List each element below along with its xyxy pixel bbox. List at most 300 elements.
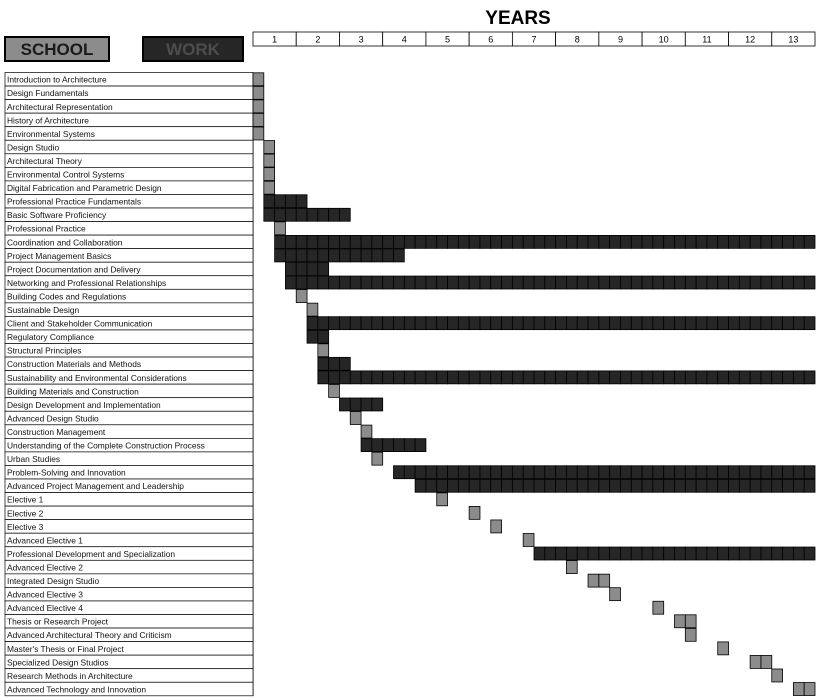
bar-cell	[296, 276, 307, 289]
bar-cell	[750, 547, 761, 560]
bar-cell	[610, 466, 621, 479]
bar-cell	[502, 276, 513, 289]
bar-cell	[264, 141, 275, 154]
bar-cell	[480, 479, 491, 492]
bar-cell	[469, 466, 480, 479]
task-label: Problem-Solving and Innovation	[7, 467, 126, 478]
bar-cell	[620, 479, 631, 492]
bar-cell	[761, 371, 772, 384]
x-tick-label: 1	[272, 34, 278, 45]
bar-cell	[804, 547, 815, 560]
legend-label-work: WORK	[166, 40, 220, 59]
bar-cell	[329, 371, 340, 384]
bar-cell	[772, 547, 783, 560]
task-label: Advanced Architectural Theory and Criticism	[7, 630, 172, 641]
bar-cell	[512, 317, 523, 330]
bar-cell	[610, 588, 621, 601]
bar-cell	[296, 195, 307, 208]
bar-cell	[394, 371, 405, 384]
bar-cell	[350, 249, 361, 262]
year-axis	[253, 32, 815, 46]
bar-cell	[772, 371, 783, 384]
bar-cell	[566, 317, 577, 330]
bar-cell	[696, 235, 707, 248]
x-tick-label: 9	[617, 34, 623, 45]
bar-cell	[383, 249, 394, 262]
bar-cell	[750, 371, 761, 384]
bar-cell	[696, 276, 707, 289]
bar-cell	[566, 479, 577, 492]
bar-cell	[480, 235, 491, 248]
bar-cell	[415, 466, 426, 479]
bar-cell	[761, 547, 772, 560]
bar-cell	[512, 276, 523, 289]
task-label: Advanced Design Studio	[7, 413, 99, 424]
bar-cell	[534, 371, 545, 384]
bar-cell	[296, 208, 307, 221]
bar-cell	[653, 276, 664, 289]
bar-cell	[739, 547, 750, 560]
bar-cell	[318, 330, 329, 343]
bar-cell	[675, 479, 686, 492]
bar-cell	[264, 208, 275, 221]
bar-cell	[275, 235, 286, 248]
bar-school	[523, 534, 534, 547]
bar-cell	[275, 222, 286, 235]
bar-school	[361, 425, 372, 438]
bar-cell	[761, 466, 772, 479]
task-label: Introduction to Architecture	[7, 74, 107, 85]
bar-cell	[275, 208, 286, 221]
bar-cell	[631, 317, 642, 330]
bar-cell	[793, 317, 804, 330]
bar-cell	[469, 506, 480, 519]
bar-cell	[329, 317, 340, 330]
bar-cell	[437, 235, 448, 248]
x-tick-label: 8	[574, 34, 580, 45]
bar-cell	[469, 479, 480, 492]
bar-cell	[718, 235, 729, 248]
task-label: Specialized Design Studios	[7, 657, 109, 668]
task-label: Sustainability and Environmental Considerations	[7, 372, 187, 383]
task-label: Building Codes and Regulations	[7, 291, 127, 302]
bar-cell	[458, 276, 469, 289]
bar-cell	[523, 466, 534, 479]
bar-cell	[750, 479, 761, 492]
bar-school	[275, 222, 286, 235]
bar-cell	[415, 439, 426, 452]
bar-cell	[545, 547, 556, 560]
bar-cell	[696, 317, 707, 330]
bar-cell	[772, 276, 783, 289]
bar-cell	[696, 371, 707, 384]
bar-cell	[729, 371, 740, 384]
bar-cell	[620, 371, 631, 384]
task-label: Understanding of the Complete Construction Process	[7, 440, 205, 451]
bar-cell	[491, 520, 502, 533]
bar-cell	[534, 276, 545, 289]
bar-cell	[383, 317, 394, 330]
bar-work	[361, 439, 426, 452]
bar-cell	[610, 547, 621, 560]
bar-school	[685, 628, 696, 641]
bar-cell	[588, 371, 599, 384]
bar-cell	[437, 317, 448, 330]
bar-cell	[545, 235, 556, 248]
task-label: Professional Development and Specialization	[7, 548, 176, 559]
bar-cell	[318, 263, 329, 276]
bar-work	[339, 398, 382, 411]
bar-cell	[361, 249, 372, 262]
bar-cell	[707, 276, 718, 289]
bar-cell	[631, 235, 642, 248]
bar-work	[285, 276, 815, 289]
bar-cell	[772, 466, 783, 479]
legend	[5, 37, 243, 61]
task-label: Regulatory Compliance	[7, 332, 95, 343]
bar-cell	[285, 195, 296, 208]
bar-cell	[307, 263, 318, 276]
bar-cell	[480, 276, 491, 289]
bar-cell	[729, 276, 740, 289]
bar-cell	[361, 276, 372, 289]
x-tick-label: 10	[658, 34, 669, 45]
task-label: Professional Practice Fundamentals	[7, 196, 142, 207]
bar-cell	[761, 276, 772, 289]
bar-cell	[318, 276, 329, 289]
bar-cell	[329, 249, 340, 262]
task-label: Advanced Elective 4	[7, 603, 83, 614]
bar-cell	[793, 276, 804, 289]
bar-cell	[394, 317, 405, 330]
bar-school	[264, 181, 275, 194]
bar-cell	[588, 547, 599, 560]
bar-cell	[664, 235, 675, 248]
bar-cell	[685, 235, 696, 248]
bar-cell	[372, 371, 383, 384]
bar-cell	[329, 276, 340, 289]
bar-cell	[675, 547, 686, 560]
bar-cell	[718, 276, 729, 289]
bar-cell	[383, 276, 394, 289]
bar-cell	[426, 479, 437, 492]
bar-cell	[750, 235, 761, 248]
task-bars	[253, 73, 815, 696]
bar-work	[264, 208, 350, 221]
bar-cell	[675, 235, 686, 248]
bar-cell	[599, 479, 610, 492]
bar-cell	[350, 276, 361, 289]
bar-school	[318, 344, 329, 357]
bar-cell	[502, 479, 513, 492]
bar-cell	[404, 371, 415, 384]
bar-cell	[491, 276, 502, 289]
bar-cell	[415, 371, 426, 384]
bar-cell	[469, 276, 480, 289]
task-label: Research Methods in Architecture	[7, 670, 133, 681]
bar-cell	[707, 371, 718, 384]
bar-cell	[361, 235, 372, 248]
bar-cell	[804, 371, 815, 384]
bar-cell	[577, 276, 588, 289]
bar-cell	[545, 371, 556, 384]
bar-cell	[556, 479, 567, 492]
bar-cell	[610, 235, 621, 248]
x-tick-label: 4	[401, 34, 407, 45]
bar-cell	[739, 466, 750, 479]
bar-cell	[437, 371, 448, 384]
bar-school	[307, 303, 318, 316]
bar-cell	[599, 547, 610, 560]
bar-school	[372, 452, 383, 465]
bar-cell	[437, 493, 448, 506]
bar-cell	[631, 547, 642, 560]
bar-cell	[804, 317, 815, 330]
bar-cell	[588, 479, 599, 492]
bar-cell	[285, 263, 296, 276]
bar-cell	[664, 317, 675, 330]
task-label: Networking and Professional Relationships	[7, 277, 167, 288]
task-label: Construction Materials and Methods	[7, 359, 142, 370]
x-tick-label: 7	[531, 34, 537, 45]
bar-cell	[275, 249, 286, 262]
bar-cell	[469, 235, 480, 248]
task-label: Digital Fabrication and Parametric Design	[7, 183, 162, 194]
bar-cell	[772, 317, 783, 330]
bar-work	[394, 466, 816, 479]
bar-cell	[675, 615, 686, 628]
bar-cell	[394, 276, 405, 289]
bar-cell	[534, 466, 545, 479]
bar-cell	[675, 466, 686, 479]
bar-cell	[448, 317, 459, 330]
bar-cell	[318, 235, 329, 248]
bar-cell	[426, 235, 437, 248]
task-label: Architectural Theory	[7, 155, 82, 166]
bar-cell	[653, 235, 664, 248]
bar-cell	[394, 235, 405, 248]
bar-cell	[285, 249, 296, 262]
bar-school	[253, 113, 264, 126]
bar-cell	[653, 466, 664, 479]
bar-cell	[480, 466, 491, 479]
bar-school	[253, 127, 264, 140]
bar-cell	[415, 479, 426, 492]
bar-cell	[383, 439, 394, 452]
bar-cell	[350, 371, 361, 384]
bar-cell	[739, 276, 750, 289]
bar-cell	[318, 249, 329, 262]
bar-cell	[523, 534, 534, 547]
bar-cell	[264, 195, 275, 208]
bar-school	[491, 520, 502, 533]
bar-cell	[285, 208, 296, 221]
task-label: Advanced Elective 1	[7, 535, 83, 546]
bar-cell	[545, 276, 556, 289]
bar-cell	[642, 371, 653, 384]
bar-cell	[426, 466, 437, 479]
bar-cell	[804, 235, 815, 248]
bar-cell	[685, 466, 696, 479]
bar-cell	[620, 276, 631, 289]
bar-school	[588, 574, 610, 587]
bar-cell	[437, 466, 448, 479]
bar-cell	[523, 317, 534, 330]
bar-cell	[783, 466, 794, 479]
bar-cell	[610, 371, 621, 384]
bar-cell	[739, 479, 750, 492]
bar-cell	[502, 466, 513, 479]
task-label: Advanced Project Management and Leadership	[7, 481, 184, 492]
bar-cell	[556, 547, 567, 560]
bar-cell	[631, 276, 642, 289]
bar-cell	[296, 235, 307, 248]
bar-cell	[631, 466, 642, 479]
bar-school	[264, 141, 275, 154]
bar-cell	[685, 317, 696, 330]
bar-cell	[339, 276, 350, 289]
bar-cell	[599, 276, 610, 289]
bar-cell	[307, 249, 318, 262]
bar-cell	[350, 412, 361, 425]
bar-cell	[793, 371, 804, 384]
x-tick-label: 12	[745, 34, 756, 45]
bar-cell	[285, 235, 296, 248]
bar-cell	[448, 466, 459, 479]
bar-cell	[404, 317, 415, 330]
bar-cell	[415, 317, 426, 330]
bar-school	[653, 601, 664, 614]
bar-cell	[339, 398, 350, 411]
bar-cell	[685, 479, 696, 492]
bar-cell	[534, 317, 545, 330]
bar-cell	[642, 466, 653, 479]
bar-cell	[480, 371, 491, 384]
bar-cell	[696, 547, 707, 560]
task-label: Design Studio	[7, 142, 60, 153]
bar-cell	[566, 561, 577, 574]
bar-cell	[372, 317, 383, 330]
bar-cell	[653, 371, 664, 384]
bar-cell	[545, 466, 556, 479]
bar-cell	[339, 208, 350, 221]
bar-cell	[361, 371, 372, 384]
bar-cell	[458, 317, 469, 330]
bar-work	[307, 330, 329, 343]
bar-cell	[415, 235, 426, 248]
bar-cell	[588, 317, 599, 330]
bar-cell	[307, 317, 318, 330]
bar-cell	[685, 628, 696, 641]
bar-cell	[599, 317, 610, 330]
bar-cell	[253, 73, 264, 86]
bar-cell	[588, 276, 599, 289]
task-label: Sustainable Design	[7, 305, 80, 315]
bar-cell	[685, 547, 696, 560]
x-tick-label: 11	[702, 34, 712, 45]
bar-cell	[339, 317, 350, 330]
bar-cell	[512, 235, 523, 248]
task-label: Coordination and Collaboration	[7, 237, 123, 248]
bar-cell	[610, 317, 621, 330]
bar-cell	[318, 208, 329, 221]
bar-cell	[707, 547, 718, 560]
bar-cell	[772, 235, 783, 248]
bar-school	[772, 669, 783, 682]
bar-cell	[448, 276, 459, 289]
legend-label-school: SCHOOL	[20, 40, 94, 59]
bar-cell	[448, 371, 459, 384]
bar-cell	[458, 235, 469, 248]
bar-cell	[750, 655, 761, 668]
bar-cell	[685, 276, 696, 289]
bar-cell	[804, 466, 815, 479]
bar-work	[285, 263, 328, 276]
bar-cell	[480, 317, 491, 330]
bar-cell	[339, 235, 350, 248]
bar-cell	[718, 371, 729, 384]
bar-cell	[491, 317, 502, 330]
bar-cell	[685, 371, 696, 384]
bar-cell	[523, 371, 534, 384]
bar-cell	[577, 466, 588, 479]
bar-cell	[566, 371, 577, 384]
bar-cell	[653, 601, 664, 614]
bar-cell	[588, 235, 599, 248]
bar-cell	[696, 466, 707, 479]
bar-cell	[729, 547, 740, 560]
task-label: Architectural Representation	[7, 101, 113, 112]
bar-work	[415, 479, 815, 492]
task-label: Master's Thesis or Final Project	[7, 643, 124, 654]
bar-school	[675, 615, 697, 628]
bar-school	[469, 506, 480, 519]
bar-cell	[642, 317, 653, 330]
bar-cell	[577, 317, 588, 330]
bar-cell	[772, 669, 783, 682]
bar-school	[793, 683, 815, 696]
bar-cell	[361, 317, 372, 330]
bar-cell	[566, 466, 577, 479]
bar-cell	[534, 547, 545, 560]
bar-cell	[675, 317, 686, 330]
task-label: Thesis or Research Project	[7, 616, 109, 627]
bar-cell	[523, 235, 534, 248]
bar-cell	[729, 466, 740, 479]
bar-cell	[307, 303, 318, 316]
bar-cell	[707, 479, 718, 492]
bar-cell	[339, 249, 350, 262]
bar-cell	[404, 439, 415, 452]
bar-school	[329, 384, 340, 397]
bar-cell	[675, 276, 686, 289]
task-label: Elective 2	[7, 508, 44, 519]
bar-cell	[566, 547, 577, 560]
bar-cell	[361, 398, 372, 411]
bar-work	[534, 547, 815, 560]
bar-cell	[783, 547, 794, 560]
bar-cell	[394, 439, 405, 452]
bar-cell	[372, 398, 383, 411]
bar-cell	[458, 479, 469, 492]
task-label: Integrated Design Studio	[7, 576, 100, 586]
bar-cell	[437, 479, 448, 492]
x-tick-label: 2	[315, 34, 321, 45]
bar-cell	[264, 181, 275, 194]
bar-cell	[729, 317, 740, 330]
bar-school	[718, 642, 729, 655]
bar-cell	[512, 479, 523, 492]
